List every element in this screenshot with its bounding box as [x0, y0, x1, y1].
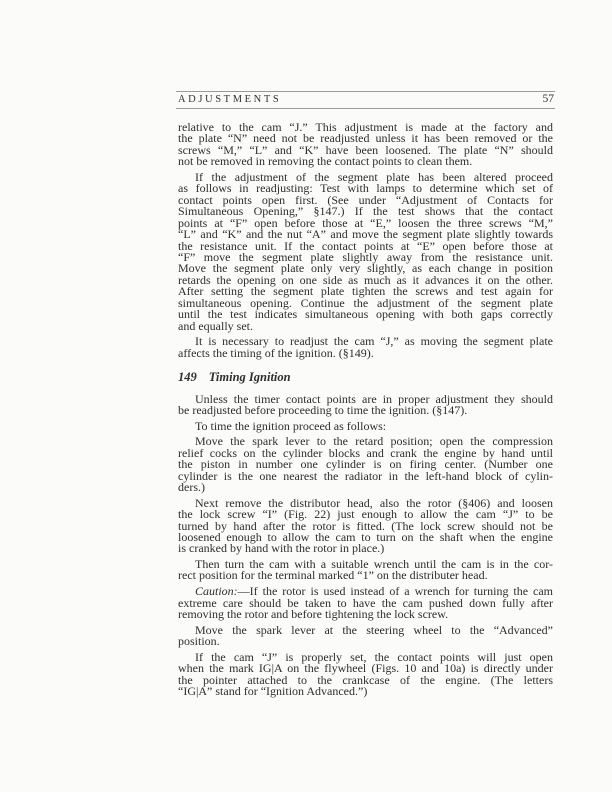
text-line: the resistance unit. If the contact points at “E” open before those at [178, 238, 553, 253]
text-line: extreme care should be taken to have the cam pushed down fully after [178, 595, 553, 610]
text-line: the plate “N” need not be readjusted unless it has been removed or the [178, 131, 553, 146]
section-title: Timing Ignition [208, 370, 291, 385]
text-line: After setting the segment plate tighten the screws and test again for [178, 284, 553, 299]
text-line: the lock screw “I” (Fig. 22) just enough to allow the cam “J” to be [178, 507, 553, 522]
text-line: “IG|A” stand for “Ignition Advanced.”) [178, 683, 368, 698]
text-line: retards the opening on one side as much as it advances it on the other. [178, 272, 553, 287]
text-line: not be removed in removing the contact points to clean them. [178, 154, 473, 169]
text-line: Unless the timer contact points are in proper adjustment they should [195, 391, 553, 406]
text-line: points at “F” open before those at “E,” loosen the three screws “M,” [178, 215, 553, 230]
paragraph [178, 436, 553, 493]
text-line: and equally set. [178, 318, 253, 333]
text-line: If the cam “J” is properly set, the contact points will just open [195, 649, 553, 664]
text-line: It is necessary to readjust the cam “J,” as moving the segment plate [195, 334, 553, 349]
header-top-rule [176, 91, 555, 92]
text-line: when the mark IG|A on the flywheel (Figs. 10 and 10a) is directly under [178, 661, 553, 676]
header-bottom-rule [176, 108, 555, 109]
paragraph [178, 122, 553, 168]
text-line: “F” move the segment plate slightly away from the resistance unit. [178, 250, 553, 264]
paragraph [178, 391, 553, 418]
text-line: If the adjustment of the segment plate has been altered proceed [195, 169, 553, 184]
text-line: loosened enough to allow the cam to turn on the shaft when the engine [178, 529, 553, 544]
text-line: Then turn the cam with a suitable wrench until the cam is in the cor- [195, 557, 553, 572]
text-line: rect position for the terminal marked “1” on the distributer head. [178, 568, 488, 583]
page-number: 57 [542, 93, 554, 105]
text-line: removing the rotor and before tightening the lock screw. [178, 606, 449, 621]
text-line: screws “M,” “L” and “K” have been loosened. The plate “N” should [178, 142, 553, 157]
text-line: “L” and “K” and the nut “A” and move the segment plate slightly towards [178, 227, 553, 242]
text-line: contact points open first. (See under “Adjustment of Contacts for [178, 192, 553, 207]
paragraph [178, 649, 553, 698]
text-line: Move the spark lever at the steering wheel to the “Advanced” [195, 622, 553, 637]
text-line: Caution:—If the rotor is used instead of a wrench for turning the cam [195, 584, 553, 599]
text-line: affects the timing of the ignition. (§149). [178, 345, 374, 360]
paragraph [178, 336, 553, 359]
text-line: relief cocks on the cylinder blocks and crank the engine by hand until [178, 445, 553, 460]
text-line: is cranked by hand with the rotor in place.) [178, 541, 385, 556]
text-line: the piston in number one cylinder is on firing center. (Number one [178, 457, 553, 472]
paragraph [178, 559, 553, 582]
text-line: cylinder is the one nearest the radiator in the left-hand block of cylin- [178, 468, 553, 483]
section-adjustments-continued [178, 122, 553, 359]
text-line: Move the segment plate only very slightly, as each change in position [178, 261, 553, 276]
caution-label: Caution: [195, 584, 238, 599]
paragraph [178, 418, 553, 433]
text-line: ders.) [178, 480, 205, 495]
text-line: position. [178, 634, 220, 649]
section-number: 149 [178, 370, 197, 385]
paragraph [178, 586, 553, 620]
text-line: relative to the cam “J.” This adjustment is made at the factory and [178, 120, 553, 134]
section-heading [178, 372, 553, 383]
running-head: ADJUSTMENTS [178, 94, 282, 105]
text-line: Move the spark lever to the retard position; open the compression [195, 434, 553, 449]
paragraph [178, 169, 553, 333]
text-line: Simultaneous Opening,” §147.) If the test shows that the contact [178, 204, 553, 219]
text-line: until the test indicates simultaneous opening with both gaps correctly [178, 307, 553, 322]
paragraph [178, 495, 553, 556]
text-line: turned by hand after the rotor is fitted. (The lock screw should not be [178, 518, 553, 533]
text-line: To time the ignition proceed as follows: [195, 418, 387, 433]
page-body [178, 122, 553, 702]
paragraph [178, 622, 553, 649]
text-line: as follows in readjusting: Test with lamps to determine which set of [178, 181, 553, 196]
text-line: the pointer attached to the crankcase of the engine. (The letters [178, 672, 553, 687]
section-timing-ignition [178, 391, 553, 698]
text-line: be readjusted before proceeding to time the ignition. (§147). [178, 403, 468, 418]
text-line: simultaneous opening. Continue the adjustment of the segment plate [178, 295, 553, 310]
text-line: Next remove the distributor head, also the rotor (§406) and loosen [195, 495, 553, 510]
